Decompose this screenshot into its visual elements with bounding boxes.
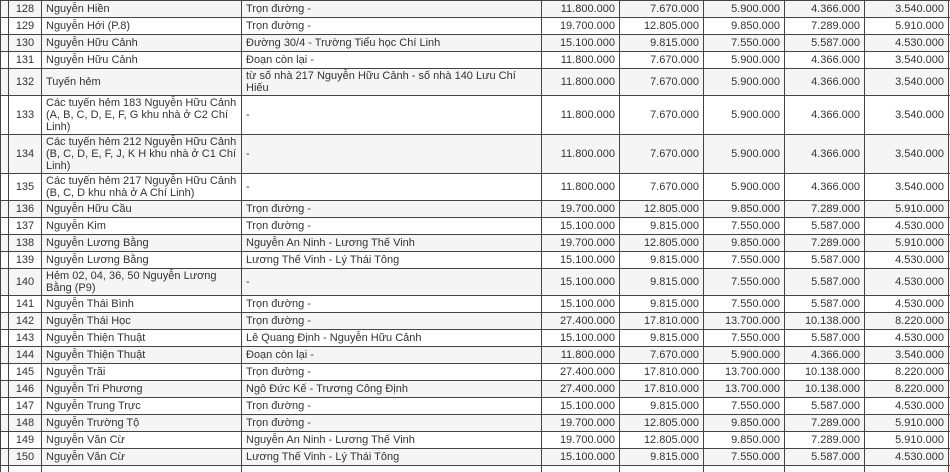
price-cell: 27.400.000 (542, 313, 620, 330)
segment-cell: từ số nhà 217 Nguyễn Hữu Cảnh - số nhà 140 Lưu Chí Hiếu (242, 69, 542, 96)
street-name-cell: Nguyễn Thái Học (42, 313, 242, 330)
price-cell: 8.220.000 (865, 381, 949, 398)
price-cell: 17.810.000 (620, 313, 704, 330)
price-cell: 12.805.000 (620, 415, 704, 432)
price-cell: 4.530.000 (865, 252, 949, 269)
price-cell: 5.587.000 (785, 252, 865, 269)
price-cell: 4.530.000 (865, 330, 949, 347)
price-cell: 5.900.000 (704, 69, 785, 96)
table-row (1, 415, 950, 432)
price-cell: 3.540.000 (865, 174, 949, 201)
row-number-cell: 129 (9, 18, 42, 35)
row-number-cell: 147 (9, 398, 42, 415)
price-cell: 3.540.000 (865, 96, 949, 135)
price-cell: 10.138.000 (785, 313, 865, 330)
table-row (1, 313, 950, 330)
cutoff-cell (9, 466, 42, 472)
cutoff-cell (704, 466, 785, 472)
street-name-cell: Nguyễn Tri Phương (42, 381, 242, 398)
price-cell: 9.815.000 (620, 269, 704, 296)
price-cell: 4.530.000 (865, 218, 949, 235)
row-number-cell: 142 (9, 313, 42, 330)
price-cell: 15.100.000 (542, 269, 620, 296)
price-cell: 5.587.000 (785, 330, 865, 347)
price-cell: 3.540.000 (865, 135, 949, 174)
price-cell: 9.815.000 (620, 252, 704, 269)
price-cell: 7.289.000 (785, 432, 865, 449)
street-name-cell: Nguyễn Hiền (42, 1, 242, 18)
cut-left-cell (1, 52, 9, 69)
cutoff-cell (542, 466, 620, 472)
segment-cell: Trọn đường - (242, 218, 542, 235)
cut-left-cell (1, 313, 9, 330)
price-cell: 4.366.000 (785, 135, 865, 174)
segment-cell: Ngô Đức Kế - Trương Công Định (242, 381, 542, 398)
segment-cell: - (242, 96, 542, 135)
cutoff-cell (242, 466, 542, 472)
price-cell: 4.366.000 (785, 96, 865, 135)
price-cell: 5.587.000 (785, 296, 865, 313)
segment-cell: Lương Thế Vinh - Lý Thái Tông (242, 449, 542, 466)
cut-left-cell (1, 18, 9, 35)
cut-left-cell (1, 135, 9, 174)
price-cell: 5.900.000 (704, 174, 785, 201)
table-row (1, 135, 950, 174)
street-name-cell: Nguyễn Văn Cừ (42, 432, 242, 449)
row-number-cell: 135 (9, 174, 42, 201)
cut-left-cell (1, 415, 9, 432)
price-cell: 15.100.000 (542, 330, 620, 347)
price-cell: 7.289.000 (785, 18, 865, 35)
price-cell: 15.100.000 (542, 35, 620, 52)
price-cell: 11.800.000 (542, 174, 620, 201)
street-name-cell: Nguyễn Trường Tộ (42, 415, 242, 432)
price-cell: 7.670.000 (620, 347, 704, 364)
street-name-cell: Nguyễn Hữu Cảnh (42, 52, 242, 69)
price-cell: 5.900.000 (704, 1, 785, 18)
price-cell: 9.815.000 (620, 398, 704, 415)
segment-cell: Lương Thế Vinh - Lý Thái Tông (242, 252, 542, 269)
table-row (1, 52, 950, 69)
segment-cell: - (242, 174, 542, 201)
price-cell: 11.800.000 (542, 347, 620, 364)
table-row (1, 218, 950, 235)
cut-left-cell (1, 364, 9, 381)
price-cell: 5.900.000 (704, 347, 785, 364)
table-row (1, 381, 950, 398)
segment-cell: Trọn đường - (242, 201, 542, 218)
price-cell: 9.850.000 (704, 18, 785, 35)
segment-cell: Đoạn còn lại - (242, 52, 542, 69)
segment-cell: Lê Quang Định - Nguyễn Hữu Cảnh (242, 330, 542, 347)
cut-left-cell (1, 96, 9, 135)
street-name-cell: Nguyễn Lương Bằng (42, 252, 242, 269)
price-cell: 7.550.000 (704, 449, 785, 466)
price-cell: 12.805.000 (620, 18, 704, 35)
row-number-cell: 141 (9, 296, 42, 313)
street-name-cell: Tuyến hẻm (42, 69, 242, 96)
table-row (1, 449, 950, 466)
price-cell: 7.550.000 (704, 218, 785, 235)
price-cell: 19.700.000 (542, 235, 620, 252)
table-row (1, 96, 950, 135)
price-cell: 19.700.000 (542, 415, 620, 432)
price-cell: 5.900.000 (704, 135, 785, 174)
segment-cell: Trọn đường - (242, 1, 542, 18)
price-cell: 17.810.000 (620, 381, 704, 398)
street-name-cell: Các tuyến hẻm 183 Nguyễn Hữu Cảnh (A, B, C, D, E, F, G khu nhà ở C2 Chí Linh) (42, 96, 242, 135)
price-cell: 13.700.000 (704, 313, 785, 330)
price-cell: 7.670.000 (620, 96, 704, 135)
price-cell: 13.700.000 (704, 364, 785, 381)
price-cell: 7.670.000 (620, 135, 704, 174)
table-row (1, 235, 950, 252)
street-name-cell: Các tuyến hẻm 212 Nguyễn Hữu Cảnh (B, C, D, E, F, J, K H khu nhà ở C1 Chí Linh) (42, 135, 242, 174)
row-number-cell: 144 (9, 347, 42, 364)
table-row (1, 347, 950, 364)
row-number-cell: 140 (9, 269, 42, 296)
price-cell: 7.289.000 (785, 415, 865, 432)
price-cell: 7.550.000 (704, 269, 785, 296)
price-cell: 3.540.000 (865, 52, 949, 69)
table-row (1, 296, 950, 313)
cut-left-cell (1, 398, 9, 415)
street-name-cell: Nguyễn Thiện Thuật (42, 347, 242, 364)
cutoff-cell (785, 466, 865, 472)
street-name-cell: Các tuyến hẻm 217 Nguyễn Hữu Cảnh (B, C, D khu nhà ở A Chí Linh) (42, 174, 242, 201)
price-cell: 12.805.000 (620, 235, 704, 252)
table-row (1, 330, 950, 347)
price-cell: 7.289.000 (785, 201, 865, 218)
table-row (1, 174, 950, 201)
price-cell: 11.800.000 (542, 1, 620, 18)
price-cell: 5.910.000 (865, 18, 949, 35)
price-cell: 4.530.000 (865, 269, 949, 296)
cutoff-cell (620, 466, 704, 472)
price-cell: 5.587.000 (785, 269, 865, 296)
segment-cell: Trọn đường - (242, 364, 542, 381)
table-row (1, 69, 950, 96)
row-number-cell: 134 (9, 135, 42, 174)
row-number-cell: 130 (9, 35, 42, 52)
price-cell: 13.700.000 (704, 381, 785, 398)
street-name-cell: Nguyễn Hữu Cảnh (42, 35, 242, 52)
segment-cell: - (242, 135, 542, 174)
segment-cell: Trọn đường - (242, 313, 542, 330)
segment-cell: Trọn đường - (242, 296, 542, 313)
price-cell: 7.550.000 (704, 330, 785, 347)
cut-left-cell (1, 252, 9, 269)
price-cell: 11.800.000 (542, 135, 620, 174)
row-number-cell: 139 (9, 252, 42, 269)
price-cell: 7.670.000 (620, 52, 704, 69)
row-number-cell: 136 (9, 201, 42, 218)
cut-left-cell (1, 1, 9, 18)
price-cell: 19.700.000 (542, 201, 620, 218)
price-cell: 7.550.000 (704, 296, 785, 313)
price-cell: 27.400.000 (542, 364, 620, 381)
price-cell: 5.910.000 (865, 432, 949, 449)
price-cell: 4.366.000 (785, 69, 865, 96)
cut-left-cell (1, 218, 9, 235)
row-number-cell: 143 (9, 330, 42, 347)
cut-left-cell (1, 69, 9, 96)
price-cell: 11.800.000 (542, 96, 620, 135)
street-name-cell: Hẻm 02, 04, 36, 50 Nguyễn Lương Bằng (P9) (42, 269, 242, 296)
segment-cell: Trọn đường - (242, 415, 542, 432)
price-cell: 9.815.000 (620, 449, 704, 466)
segment-cell: Trọn đường - (242, 18, 542, 35)
price-cell: 9.850.000 (704, 415, 785, 432)
price-cell: 4.366.000 (785, 347, 865, 364)
price-cell: 5.900.000 (704, 96, 785, 135)
price-cell: 11.800.000 (542, 69, 620, 96)
cut-left-cell (1, 432, 9, 449)
segment-cell: Đoạn còn lại - (242, 347, 542, 364)
price-cell: 19.700.000 (542, 432, 620, 449)
table-row (1, 1, 950, 18)
price-cell: 9.850.000 (704, 235, 785, 252)
cut-left-cell (1, 35, 9, 52)
price-cell: 5.910.000 (865, 235, 949, 252)
price-cell: 7.550.000 (704, 252, 785, 269)
row-number-cell: 149 (9, 432, 42, 449)
row-number-cell: 148 (9, 415, 42, 432)
price-cell: 9.850.000 (704, 432, 785, 449)
cut-left-cell (1, 174, 9, 201)
row-number-cell: 138 (9, 235, 42, 252)
cut-left-cell (1, 296, 9, 313)
table-row (1, 398, 950, 415)
price-cell: 5.910.000 (865, 201, 949, 218)
cut-left-cell (1, 235, 9, 252)
price-cell: 11.800.000 (542, 52, 620, 69)
cut-left-cell (1, 330, 9, 347)
price-cell: 10.138.000 (785, 381, 865, 398)
table-row (1, 269, 950, 296)
row-number-cell: 150 (9, 449, 42, 466)
street-name-cell: Nguyễn Hữu Cầu (42, 201, 242, 218)
price-cell: 4.366.000 (785, 1, 865, 18)
segment-cell: Nguyễn An Ninh - Lương Thế Vinh (242, 235, 542, 252)
price-cell: 9.815.000 (620, 330, 704, 347)
table-row (1, 18, 950, 35)
price-cell: 5.587.000 (785, 218, 865, 235)
segment-cell: Trọn đường - (242, 398, 542, 415)
price-cell: 7.289.000 (785, 235, 865, 252)
table-row (1, 35, 950, 52)
price-cell: 4.366.000 (785, 52, 865, 69)
row-number-cell: 137 (9, 218, 42, 235)
row-number-cell: 132 (9, 69, 42, 96)
table-row (1, 432, 950, 449)
price-cell: 4.530.000 (865, 296, 949, 313)
price-cell: 7.670.000 (620, 1, 704, 18)
table-row-cutoff (1, 466, 950, 472)
price-cell: 5.910.000 (865, 415, 949, 432)
price-cell: 7.550.000 (704, 35, 785, 52)
price-cell: 9.815.000 (620, 35, 704, 52)
price-cell: 5.587.000 (785, 449, 865, 466)
price-cell: 7.550.000 (704, 398, 785, 415)
price-cell: 15.100.000 (542, 449, 620, 466)
row-number-cell: 128 (9, 1, 42, 18)
price-table-body (1, 1, 950, 472)
row-number-cell: 133 (9, 96, 42, 135)
price-cell: 17.810.000 (620, 364, 704, 381)
segment-cell: Đường 30/4 - Trường Tiểu học Chí Linh (242, 35, 542, 52)
street-name-cell: Nguyễn Hới (P.8) (42, 18, 242, 35)
table-row (1, 201, 950, 218)
table-row (1, 252, 950, 269)
price-cell: 12.805.000 (620, 432, 704, 449)
price-cell: 5.900.000 (704, 52, 785, 69)
price-cell: 9.815.000 (620, 218, 704, 235)
price-cell: 9.815.000 (620, 296, 704, 313)
price-cell: 9.850.000 (704, 201, 785, 218)
price-cell: 3.540.000 (865, 347, 949, 364)
cut-left-cell (1, 201, 9, 218)
price-cell: 15.100.000 (542, 398, 620, 415)
price-cell: 12.805.000 (620, 201, 704, 218)
street-name-cell: Nguyễn Văn Cừ (42, 449, 242, 466)
price-cell: 4.530.000 (865, 449, 949, 466)
segment-cell: Nguyễn An Ninh - Lương Thế Vinh (242, 432, 542, 449)
price-cell: 4.530.000 (865, 35, 949, 52)
price-cell: 5.587.000 (785, 398, 865, 415)
cutoff-cell (865, 466, 949, 472)
street-name-cell: Nguyễn Thái Bình (42, 296, 242, 313)
cut-left-cell (1, 269, 9, 296)
price-cell: 10.138.000 (785, 364, 865, 381)
table-row (1, 364, 950, 381)
cutoff-cell (42, 466, 242, 472)
street-name-cell: Nguyễn Thiện Thuật (42, 330, 242, 347)
price-cell: 3.540.000 (865, 1, 949, 18)
cut-left-cell (1, 449, 9, 466)
street-name-cell: Nguyễn Trung Trực (42, 398, 242, 415)
price-cell: 5.587.000 (785, 35, 865, 52)
price-cell: 4.366.000 (785, 174, 865, 201)
street-name-cell: Nguyễn Kim (42, 218, 242, 235)
row-number-cell: 131 (9, 52, 42, 69)
price-cell: 3.540.000 (865, 69, 949, 96)
price-cell: 7.670.000 (620, 69, 704, 96)
street-name-cell: Nguyễn Trãi (42, 364, 242, 381)
price-cell: 15.100.000 (542, 296, 620, 313)
cutoff-cell (1, 466, 9, 472)
row-number-cell: 146 (9, 381, 42, 398)
price-cell: 4.530.000 (865, 398, 949, 415)
price-cell: 27.400.000 (542, 381, 620, 398)
price-cell: 15.100.000 (542, 218, 620, 235)
price-cell: 8.220.000 (865, 364, 949, 381)
cut-left-cell (1, 347, 9, 364)
cut-left-cell (1, 381, 9, 398)
price-cell: 15.100.000 (542, 252, 620, 269)
price-cell: 8.220.000 (865, 313, 949, 330)
row-number-cell: 145 (9, 364, 42, 381)
price-cell: 19.700.000 (542, 18, 620, 35)
street-name-cell: Nguyễn Lương Bằng (42, 235, 242, 252)
price-cell: 7.670.000 (620, 174, 704, 201)
segment-cell: - (242, 269, 542, 296)
